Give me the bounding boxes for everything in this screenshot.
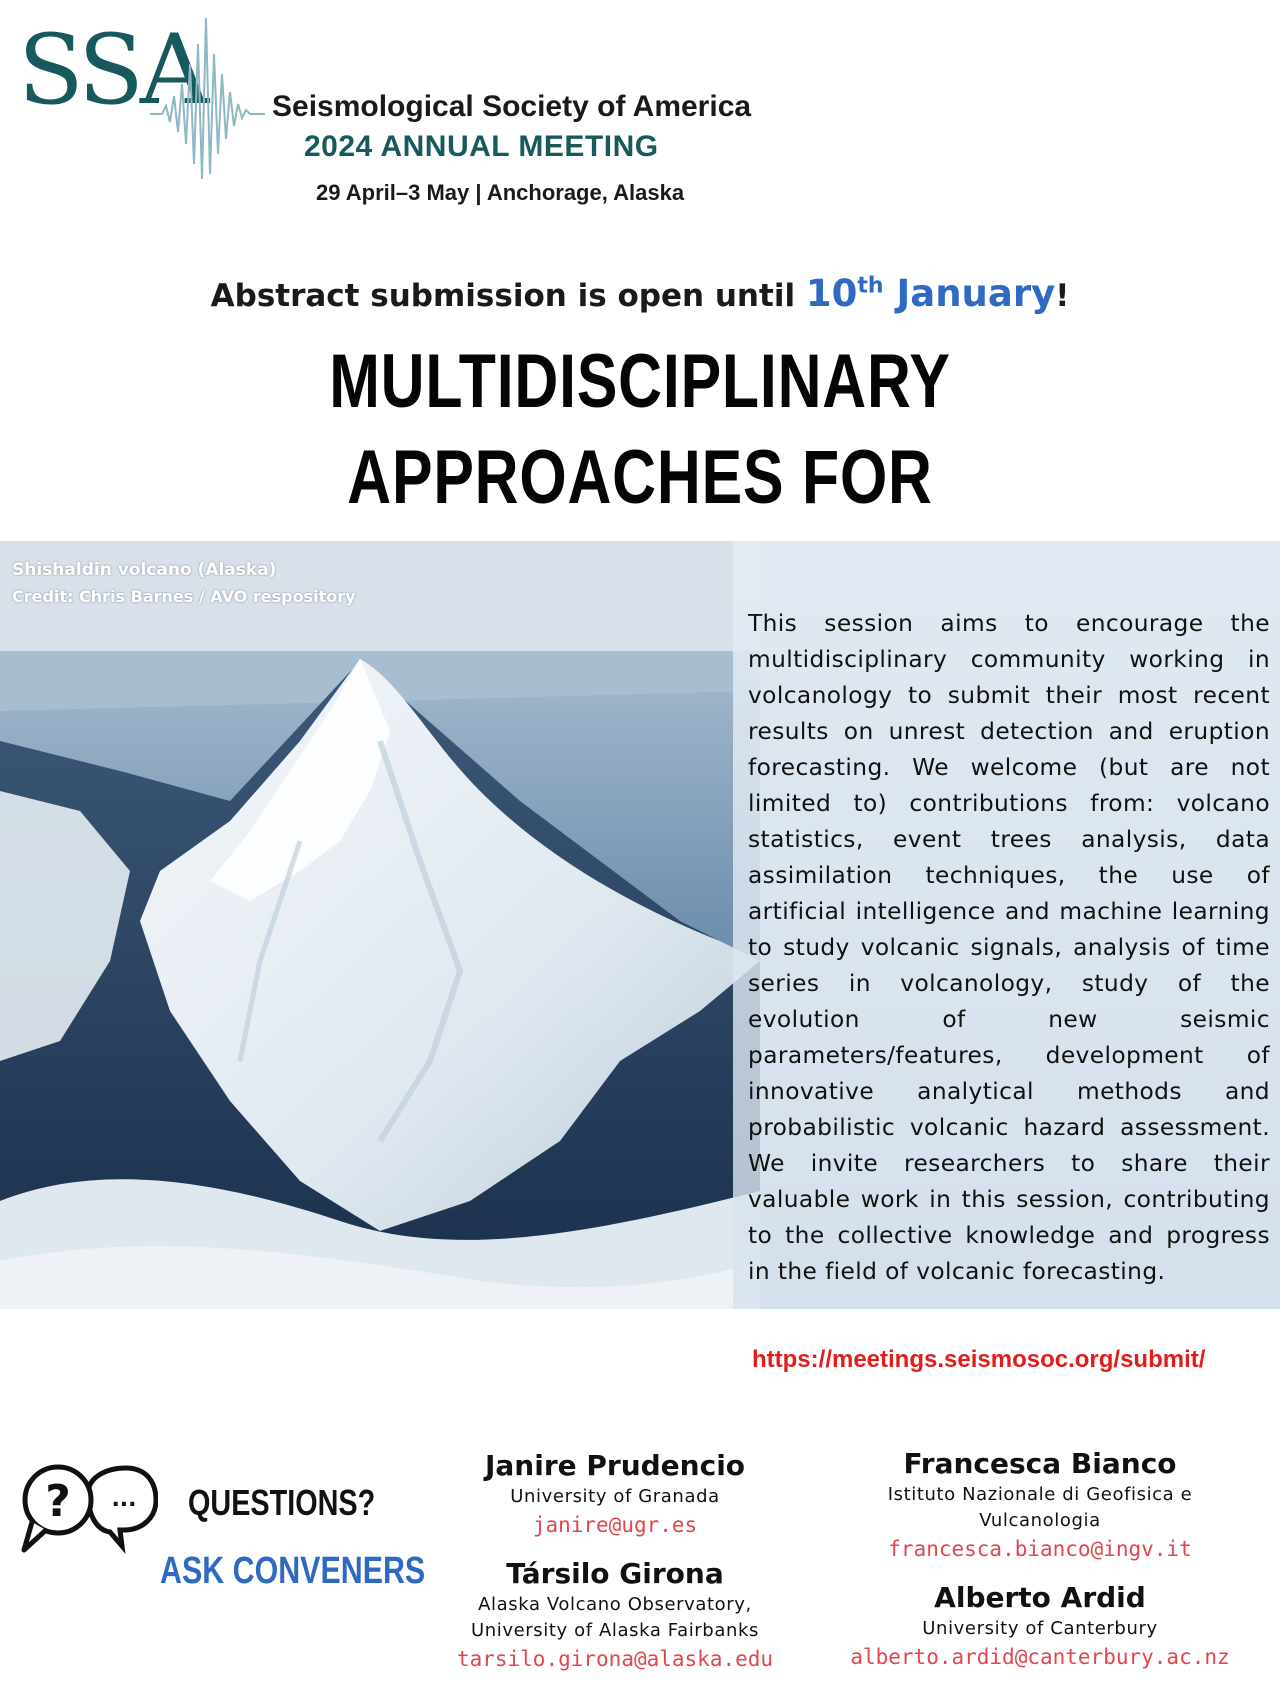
convener-affiliation: Istituto Nazionale di Geofisica e [887,1484,1193,1505]
meeting-dates: 29 April–3 May | Anchorage, Alaska [316,180,685,205]
convener-affiliation: University of Alaska Fairbanks [471,1620,759,1641]
convener-name: Francesca Bianco [903,1447,1177,1480]
seismograph-logo-icon [150,14,265,189]
convener-card [440,1448,790,1540]
convener-email-link[interactable]: alberto.ardid@canterbury.ac.nz [850,1645,1230,1669]
session-description: This session aims to encourage the multidisciplinary community working in volcanology to submit their most recent results on unrest detection and eruption forecasting. We welcome (but are not limited to) contributions from: volcano statistics, event trees analysis, data assimilation techniques, the use of artificial intelligence and machine learning to study volcanic signals, analysis of time series in volcanology, study of the evolution of new seismic parameters/features, development of innovative analytical methods and probabilistic volcanic hazard assessment. We invite researchers to share their valuable work in this session, contributing to the collective knowledge and progress in the field of volcanic forecasting. [748,610,1270,1285]
deadline-date [806,272,1055,315]
convener-affiliation: Alaska Volcano Observatory, [478,1594,752,1615]
convener-affiliation: Vulcanologia [979,1510,1101,1531]
chat-bubbles-icon [18,1462,158,1582]
deadline-month: January [896,272,1056,315]
convener-name: Alberto Ardid [934,1581,1146,1614]
photo-caption-title: Shishaldin volcano (Alaska) [12,560,277,580]
convener-name: Janire Prudencio [484,1449,746,1482]
convener-card [420,1556,810,1674]
submission-deadline [0,272,1280,315]
deadline-prefix: Abstract submission is open until [210,278,806,314]
convener-card [840,1446,1240,1564]
bubble-question-mark: ? [45,1476,71,1527]
bubble-ellipsis: ... [111,1487,137,1512]
deadline-day: 10 [805,272,858,315]
submit-link[interactable]: https://meetings.seismosoc.org/submit/ [752,1346,1206,1373]
convener-name: Társilo Girona [506,1557,724,1590]
photo-caption-credit: Credit: Chris Barnes / AVO respository [12,587,356,606]
meeting-name: 2024 ANNUAL MEETING [304,130,659,163]
convener-affiliation: University of Canterbury [922,1618,1158,1639]
ask-conveners-heading: ASK CONVENERS [160,1550,426,1592]
deadline-day-suffix: th [857,273,884,299]
convener-email-link[interactable]: francesca.bianco@ingv.it [888,1537,1192,1561]
convener-email-link[interactable]: janire@ugr.es [532,1513,698,1537]
org-name: Seismological Society of America [272,90,752,123]
session-title-line-1: MULTIDISCIPLINARY APPROACHES FOR [329,339,951,520]
deadline-end: ! [1055,278,1070,314]
convener-affiliation: University of Granada [510,1486,720,1507]
convener-card [820,1580,1260,1672]
ssa-logo: SSA [18,14,206,126]
questions-heading: QUESTIONS? [188,1482,376,1523]
convener-email-link[interactable]: tarsilo.girona@alaska.edu [456,1647,774,1671]
